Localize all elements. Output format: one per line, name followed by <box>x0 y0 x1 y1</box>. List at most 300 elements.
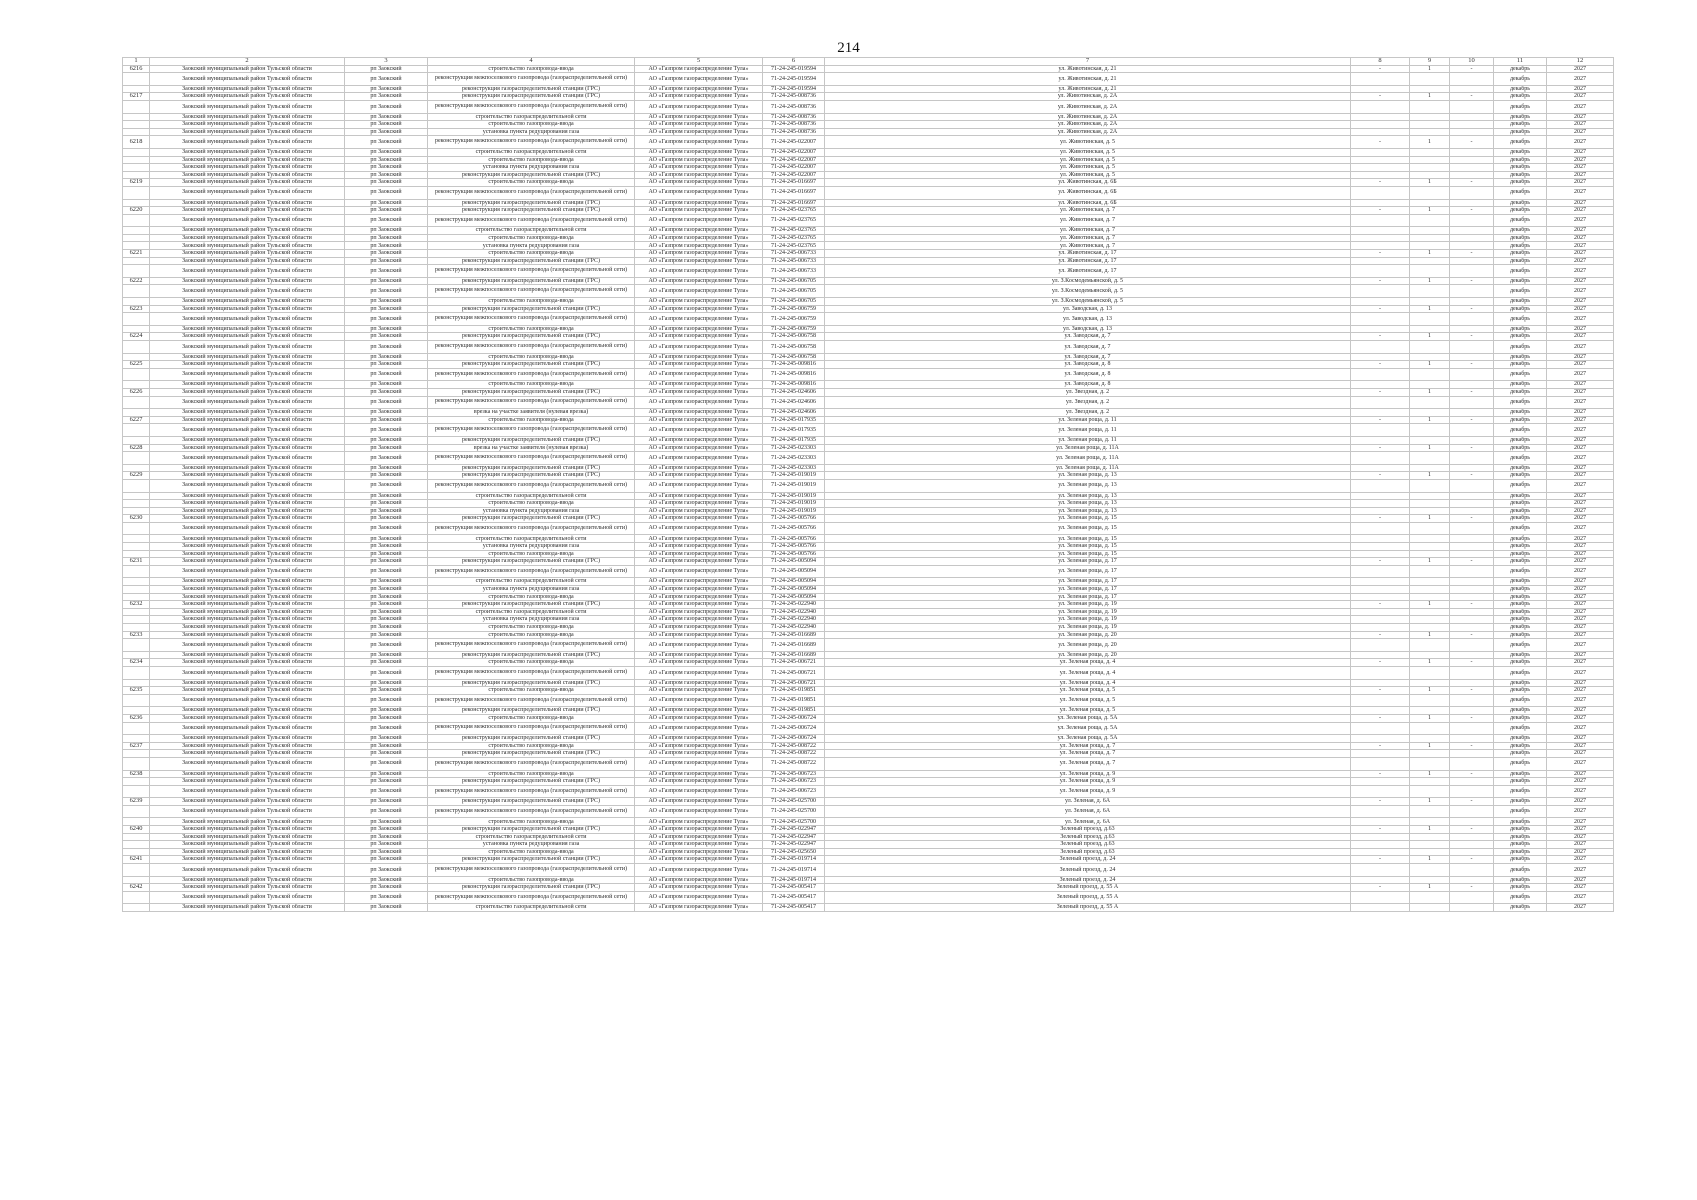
month-cell: декабрь <box>1494 227 1547 235</box>
col8-cell <box>1351 298 1410 306</box>
year-cell: 2027 <box>1547 798 1614 806</box>
application-number-cell: 71-24-245-022007 <box>763 136 825 149</box>
row-number: 6220 <box>123 207 150 215</box>
count-cell <box>1410 565 1450 578</box>
settlement-cell: рп Заокский <box>345 341 428 354</box>
month-cell: декабрь <box>1494 492 1547 500</box>
address-cell: ул. Зеленая роща, д. 20 <box>825 631 1351 639</box>
address-cell: ул. Зеленая роща, д. 13 <box>825 472 1351 480</box>
address-cell: ул. Заводская, д. 13 <box>825 325 1351 333</box>
application-number-cell: 71-24-245-006705 <box>763 285 825 298</box>
col8-cell <box>1351 242 1410 250</box>
year-cell: 2027 <box>1547 659 1614 667</box>
count-cell <box>1410 848 1450 856</box>
table-row <box>123 722 1614 735</box>
address-cell: ул. Зеленая роща, д. 9 <box>825 770 1351 778</box>
organization-cell: АО «Газпром газораспределение Тула» <box>635 757 763 770</box>
table-row <box>123 666 1614 679</box>
col10-cell <box>1450 608 1494 616</box>
count-cell <box>1410 651 1450 659</box>
district-cell: Заокский муниципальный район Тульской области <box>150 128 345 136</box>
work-type-cell: реконструкция межпоселкового газопровода (газораспределительной сети) <box>428 785 635 798</box>
col10-cell <box>1450 624 1494 632</box>
organization-cell: АО «Газпром газораспределение Тула» <box>635 100 763 113</box>
row-number <box>123 818 150 826</box>
month-cell: декабрь <box>1494 507 1547 515</box>
settlement-cell: рп Заокский <box>345 593 428 601</box>
address-cell: Зеленый проезд, д.63 <box>825 848 1351 856</box>
address-cell: ул. Заводская, д. 7 <box>825 353 1351 361</box>
organization-cell: АО «Газпром газораспределение Тула» <box>635 313 763 326</box>
table-row <box>123 214 1614 227</box>
settlement-cell: рп Заокский <box>345 227 428 235</box>
address-cell: ул. Зеленая роща, д. 11А <box>825 464 1351 472</box>
month-cell: декабрь <box>1494 841 1547 849</box>
organization-cell: АО «Газпром газораспределение Тула» <box>635 722 763 735</box>
organization-cell: АО «Газпром газораспределение Тула» <box>635 818 763 826</box>
table-row <box>123 805 1614 818</box>
district-cell: Заокский муниципальный район Тульской области <box>150 492 345 500</box>
col8-cell: - <box>1351 770 1410 778</box>
district-cell: Заокский муниципальный район Тульской области <box>150 341 345 354</box>
work-type-cell: строительство газораспределительной сети <box>428 535 635 543</box>
year-cell: 2027 <box>1547 707 1614 715</box>
application-number-cell: 71-24-245-022007 <box>763 156 825 164</box>
row-number <box>123 242 150 250</box>
count-cell <box>1410 257 1450 265</box>
work-type-cell: строительство газораспределительной сети <box>428 904 635 912</box>
col8-cell: - <box>1351 601 1410 609</box>
settlement-cell: рп Заокский <box>345 148 428 156</box>
col8-cell <box>1351 396 1410 409</box>
settlement-cell: рп Заокский <box>345 492 428 500</box>
application-number-cell: 71-24-245-019714 <box>763 856 825 864</box>
work-type-cell: реконструкция газораспределительной станции (ГРС) <box>428 515 635 523</box>
month-cell: декабрь <box>1494 707 1547 715</box>
row-number <box>123 479 150 492</box>
col8-cell <box>1351 234 1410 242</box>
table-row <box>123 277 1614 285</box>
table-row <box>123 444 1614 452</box>
address-cell: ул. Заводская, д. 13 <box>825 305 1351 313</box>
application-number-cell: 71-24-245-006721 <box>763 666 825 679</box>
work-type-cell: реконструкция межпоселкового газопровода (газораспределительной сети) <box>428 639 635 652</box>
work-type-cell: строительство газопровода-ввода <box>428 179 635 187</box>
application-number-cell: 71-24-245-023765 <box>763 214 825 227</box>
work-type-cell: реконструкция межпоселкового газопровода (газораспределительной сети) <box>428 285 635 298</box>
col8-cell <box>1351 586 1410 594</box>
address-cell: ул. Зеленая роща, д. 20 <box>825 651 1351 659</box>
month-cell: декабрь <box>1494 250 1547 258</box>
year-cell: 2027 <box>1547 565 1614 578</box>
month-cell: декабрь <box>1494 666 1547 679</box>
settlement-cell: рп Заокский <box>345 333 428 341</box>
col10-cell: - <box>1450 388 1494 396</box>
address-cell: ул. Животинская, д. 21 <box>825 65 1351 73</box>
month-cell: декабрь <box>1494 578 1547 586</box>
work-type-cell: реконструкция газораспределительной станции (ГРС) <box>428 436 635 444</box>
row-number: 6217 <box>123 93 150 101</box>
work-type-cell: строительство газопровода-ввода <box>428 353 635 361</box>
year-cell: 2027 <box>1547 722 1614 735</box>
table-row <box>123 305 1614 313</box>
table-row <box>123 833 1614 841</box>
col8-cell <box>1351 876 1410 884</box>
count-cell: 1 <box>1410 798 1450 806</box>
application-number-cell: 71-24-245-006724 <box>763 714 825 722</box>
count-cell <box>1410 325 1450 333</box>
row-number <box>123 848 150 856</box>
row-number <box>123 214 150 227</box>
organization-cell: АО «Газпром газораспределение Тула» <box>635 73 763 86</box>
organization-cell: АО «Газпром газораспределение Тула» <box>635 368 763 381</box>
organization-cell: АО «Газпром газораспределение Тула» <box>635 492 763 500</box>
address-cell: ул. Зеленая роща, д. 4 <box>825 659 1351 667</box>
application-number-cell: 71-24-245-025700 <box>763 818 825 826</box>
organization-cell: АО «Газпром газораспределение Тула» <box>635 242 763 250</box>
work-type-cell: строительство газораспределительной сети <box>428 833 635 841</box>
row-number <box>123 100 150 113</box>
application-number-cell: 71-24-245-019851 <box>763 687 825 695</box>
address-cell: Зеленый проезд, д.63 <box>825 826 1351 834</box>
col8-cell <box>1351 624 1410 632</box>
work-type-cell: реконструкция газораспределительной станции (ГРС) <box>428 207 635 215</box>
count-cell: 1 <box>1410 659 1450 667</box>
district-cell: Заокский муниципальный район Тульской области <box>150 507 345 515</box>
count-cell <box>1410 128 1450 136</box>
table-row <box>123 148 1614 156</box>
year-cell: 2027 <box>1547 171 1614 179</box>
col10-cell <box>1450 818 1494 826</box>
year-cell: 2027 <box>1547 714 1614 722</box>
application-number-cell: 71-24-245-006723 <box>763 770 825 778</box>
month-cell: декабрь <box>1494 353 1547 361</box>
table-row <box>123 416 1614 424</box>
row-number <box>123 353 150 361</box>
organization-cell: АО «Газпром газораспределение Тула» <box>635 586 763 594</box>
col10-cell: - <box>1450 856 1494 864</box>
work-type-cell: строительство газопровода-ввода <box>428 381 635 389</box>
address-cell: ул. Зеленая роща, д. 5А <box>825 735 1351 743</box>
count-cell <box>1410 666 1450 679</box>
application-number-cell: 71-24-245-009816 <box>763 381 825 389</box>
count-cell <box>1410 436 1450 444</box>
application-number-cell: 71-24-245-023765 <box>763 207 825 215</box>
organization-cell: АО «Газпром газораспределение Тула» <box>635 325 763 333</box>
year-cell: 2027 <box>1547 492 1614 500</box>
work-type-cell: строительство газопровода-ввода <box>428 416 635 424</box>
application-number-cell: 71-24-245-005417 <box>763 884 825 892</box>
work-type-cell: строительство газопровода-ввода <box>428 298 635 306</box>
month-cell: декабрь <box>1494 543 1547 551</box>
col10-cell <box>1450 707 1494 715</box>
table-row <box>123 257 1614 265</box>
settlement-cell: рп Заокский <box>345 578 428 586</box>
month-cell: декабрь <box>1494 884 1547 892</box>
work-type-cell: строительство газопровода-ввода <box>428 659 635 667</box>
count-cell <box>1410 864 1450 877</box>
year-cell: 2027 <box>1547 601 1614 609</box>
application-number-cell: 71-24-245-019019 <box>763 479 825 492</box>
count-cell <box>1410 841 1450 849</box>
organization-cell: АО «Газпром газораспределение Тула» <box>635 833 763 841</box>
col8-cell <box>1351 100 1410 113</box>
organization-cell: АО «Газпром газораспределение Тула» <box>635 608 763 616</box>
year-cell: 2027 <box>1547 277 1614 285</box>
settlement-cell: рп Заокский <box>345 608 428 616</box>
settlement-cell: рп Заокский <box>345 353 428 361</box>
address-cell: ул. Животинская, д. 7 <box>825 227 1351 235</box>
district-cell: Заокский муниципальный район Тульской области <box>150 841 345 849</box>
address-cell: ул. Зеленая роща, д. 19 <box>825 616 1351 624</box>
district-cell: Заокский муниципальный район Тульской области <box>150 550 345 558</box>
column-number: 5 <box>635 58 763 66</box>
year-cell: 2027 <box>1547 608 1614 616</box>
month-cell: декабрь <box>1494 687 1547 695</box>
table-row <box>123 100 1614 113</box>
work-type-cell: реконструкция межпоселкового газопровода (газораспределительной сети) <box>428 694 635 707</box>
count-cell <box>1410 148 1450 156</box>
settlement-cell: рп Заокский <box>345 558 428 566</box>
month-cell: декабрь <box>1494 679 1547 687</box>
district-cell: Заокский муниципальный район Тульской области <box>150 639 345 652</box>
count-cell <box>1410 785 1450 798</box>
district-cell: Заокский муниципальный район Тульской области <box>150 100 345 113</box>
year-cell: 2027 <box>1547 305 1614 313</box>
table-row <box>123 65 1614 73</box>
address-cell: ул. Животинская, д. 7 <box>825 234 1351 242</box>
settlement-cell: рп Заокский <box>345 750 428 758</box>
col8-cell <box>1351 750 1410 758</box>
month-cell: декабрь <box>1494 452 1547 465</box>
row-number: 6231 <box>123 558 150 566</box>
application-number-cell: 71-24-245-023765 <box>763 242 825 250</box>
col8-cell: - <box>1351 659 1410 667</box>
settlement-cell: рп Заокский <box>345 277 428 285</box>
work-type-cell: строительство газораспределительной сети <box>428 227 635 235</box>
column-number: 10 <box>1450 58 1494 66</box>
organization-cell: АО «Газпром газораспределение Тула» <box>635 234 763 242</box>
district-cell: Заокский муниципальный район Тульской области <box>150 171 345 179</box>
col8-cell <box>1351 452 1410 465</box>
count-cell <box>1410 818 1450 826</box>
col8-cell <box>1351 904 1410 912</box>
application-number-cell: 71-24-245-005766 <box>763 543 825 551</box>
count-cell: 1 <box>1410 416 1450 424</box>
application-number-cell: 71-24-245-017935 <box>763 424 825 437</box>
organization-cell: АО «Газпром газораспределение Тула» <box>635 558 763 566</box>
work-type-cell: строительство газопровода-ввода <box>428 550 635 558</box>
district-cell: Заокский муниципальный район Тульской области <box>150 93 345 101</box>
district-cell: Заокский муниципальный район Тульской области <box>150 65 345 73</box>
col8-cell: - <box>1351 856 1410 864</box>
settlement-cell: рп Заокский <box>345 778 428 786</box>
district-cell: Заокский муниципальный район Тульской области <box>150 444 345 452</box>
table-row <box>123 156 1614 164</box>
year-cell: 2027 <box>1547 578 1614 586</box>
application-number-cell: 71-24-245-022007 <box>763 164 825 172</box>
month-cell: декабрь <box>1494 242 1547 250</box>
count-cell <box>1410 186 1450 199</box>
settlement-cell: рп Заокский <box>345 242 428 250</box>
row-number <box>123 500 150 508</box>
organization-cell: АО «Газпром газораспределение Тула» <box>635 679 763 687</box>
address-cell: ул. Заводская, д. 7 <box>825 341 1351 354</box>
col10-cell <box>1450 128 1494 136</box>
row-number <box>123 265 150 278</box>
year-cell: 2027 <box>1547 186 1614 199</box>
table-row <box>123 479 1614 492</box>
work-type-cell: реконструкция газораспределительной станции (ГРС) <box>428 735 635 743</box>
work-type-cell: строительство газопровода-ввода <box>428 250 635 258</box>
district-cell: Заокский муниципальный район Тульской области <box>150 651 345 659</box>
table-row <box>123 285 1614 298</box>
table-row <box>123 826 1614 834</box>
col8-cell <box>1351 864 1410 877</box>
month-cell: декабрь <box>1494 368 1547 381</box>
organization-cell: АО «Газпром газораспределение Тула» <box>635 735 763 743</box>
organization-cell: АО «Газпром газораспределение Тула» <box>635 472 763 480</box>
district-cell: Заокский муниципальный район Тульской области <box>150 452 345 465</box>
year-cell: 2027 <box>1547 884 1614 892</box>
application-number-cell: 71-24-245-024606 <box>763 409 825 417</box>
column-number: 2 <box>150 58 345 66</box>
count-cell <box>1410 298 1450 306</box>
settlement-cell: рп Заокский <box>345 722 428 735</box>
count-cell <box>1410 265 1450 278</box>
district-cell: Заокский муниципальный район Тульской области <box>150 659 345 667</box>
year-cell: 2027 <box>1547 586 1614 594</box>
work-type-cell: строительство газопровода-ввода <box>428 818 635 826</box>
work-type-cell: реконструкция газораспределительной станции (ГРС) <box>428 750 635 758</box>
col8-cell <box>1351 257 1410 265</box>
work-type-cell: строительство газопровода-ввода <box>428 770 635 778</box>
col10-cell <box>1450 522 1494 535</box>
work-type-cell: строительство газораспределительной сети <box>428 148 635 156</box>
work-type-cell: реконструкция газораспределительной станции (ГРС) <box>428 171 635 179</box>
col10-cell <box>1450 876 1494 884</box>
row-number <box>123 778 150 786</box>
organization-cell: АО «Газпром газораспределение Тула» <box>635 500 763 508</box>
district-cell: Заокский муниципальный район Тульской области <box>150 856 345 864</box>
address-cell: ул. Зеленая роща, д. 17 <box>825 558 1351 566</box>
table-row <box>123 798 1614 806</box>
table-row <box>123 687 1614 695</box>
year-cell: 2027 <box>1547 207 1614 215</box>
table-row <box>123 171 1614 179</box>
row-number <box>123 234 150 242</box>
row-number: 6229 <box>123 472 150 480</box>
row-number <box>123 608 150 616</box>
settlement-cell: рп Заокский <box>345 891 428 904</box>
month-cell: декабрь <box>1494 565 1547 578</box>
work-type-cell: реконструкция газораспределительной станции (ГРС) <box>428 333 635 341</box>
organization-cell: АО «Газпром газораспределение Тула» <box>635 578 763 586</box>
organization-cell: АО «Газпром газораспределение Тула» <box>635 416 763 424</box>
organization-cell: АО «Газпром газораспределение Тула» <box>635 353 763 361</box>
count-cell: 1 <box>1410 631 1450 639</box>
month-cell: декабрь <box>1494 856 1547 864</box>
col10-cell <box>1450 616 1494 624</box>
col10-cell: - <box>1450 884 1494 892</box>
organization-cell: АО «Газпром газораспределение Тула» <box>635 593 763 601</box>
address-cell: Зеленый проезд, д. 55 А <box>825 904 1351 912</box>
district-cell: Заокский муниципальный район Тульской области <box>150 687 345 695</box>
application-number-cell: 71-24-245-017935 <box>763 436 825 444</box>
settlement-cell: рп Заокский <box>345 298 428 306</box>
year-cell: 2027 <box>1547 164 1614 172</box>
address-cell: Зеленый проезд, д. 24 <box>825 876 1351 884</box>
col8-cell: - <box>1351 444 1410 452</box>
col8-cell <box>1351 651 1410 659</box>
work-type-cell: установка пункта редуцирования газа <box>428 128 635 136</box>
count-cell: 1 <box>1410 558 1450 566</box>
row-number: 6222 <box>123 277 150 285</box>
month-cell: декабрь <box>1494 93 1547 101</box>
row-number: 6227 <box>123 416 150 424</box>
work-type-cell: врезка на участке заявителя (нулевая врезка) <box>428 409 635 417</box>
organization-cell: АО «Газпром газораспределение Тула» <box>635 750 763 758</box>
col10-cell <box>1450 113 1494 121</box>
organization-cell: АО «Газпром газораспределение Тула» <box>635 543 763 551</box>
count-cell: 1 <box>1410 388 1450 396</box>
row-number <box>123 550 150 558</box>
month-cell: декабрь <box>1494 207 1547 215</box>
work-type-cell: строительство газопровода-ввода <box>428 848 635 856</box>
month-cell: декабрь <box>1494 436 1547 444</box>
application-number-cell: 71-24-245-023303 <box>763 464 825 472</box>
row-number <box>123 148 150 156</box>
work-type-cell: реконструкция газораспределительной станции (ГРС) <box>428 361 635 369</box>
row-number: 6223 <box>123 305 150 313</box>
year-cell: 2027 <box>1547 333 1614 341</box>
table-body <box>123 58 1614 912</box>
table-row <box>123 341 1614 354</box>
col10-cell <box>1450 778 1494 786</box>
settlement-cell: рп Заокский <box>345 679 428 687</box>
col8-cell <box>1351 265 1410 278</box>
organization-cell: АО «Газпром газораспределение Тула» <box>635 277 763 285</box>
col10-cell: - <box>1450 826 1494 834</box>
col8-cell <box>1351 424 1410 437</box>
row-number <box>123 666 150 679</box>
table-row <box>123 353 1614 361</box>
settlement-cell: рп Заокский <box>345 285 428 298</box>
count-cell <box>1410 479 1450 492</box>
row-number <box>123 409 150 417</box>
district-cell: Заокский муниципальный район Тульской области <box>150 558 345 566</box>
settlement-cell: рп Заокский <box>345 616 428 624</box>
year-cell: 2027 <box>1547 666 1614 679</box>
address-cell: ул. Животинская, д. 6Б <box>825 186 1351 199</box>
count-cell: 1 <box>1410 515 1450 523</box>
district-cell: Заокский муниципальный район Тульской области <box>150 298 345 306</box>
work-type-cell: реконструкция межпоселкового газопровода (газораспределительной сети) <box>428 265 635 278</box>
settlement-cell: рп Заокский <box>345 121 428 129</box>
col8-cell <box>1351 325 1410 333</box>
col8-cell <box>1351 543 1410 551</box>
row-number: 6235 <box>123 687 150 695</box>
month-cell: декабрь <box>1494 515 1547 523</box>
count-cell <box>1410 550 1450 558</box>
col8-cell: - <box>1351 826 1410 834</box>
col10-cell <box>1450 586 1494 594</box>
application-number-cell: 71-24-245-005766 <box>763 515 825 523</box>
count-cell: 1 <box>1410 361 1450 369</box>
address-cell: ул. Зеленая роща, д. 15 <box>825 550 1351 558</box>
row-number: 6216 <box>123 65 150 73</box>
table-row <box>123 778 1614 786</box>
